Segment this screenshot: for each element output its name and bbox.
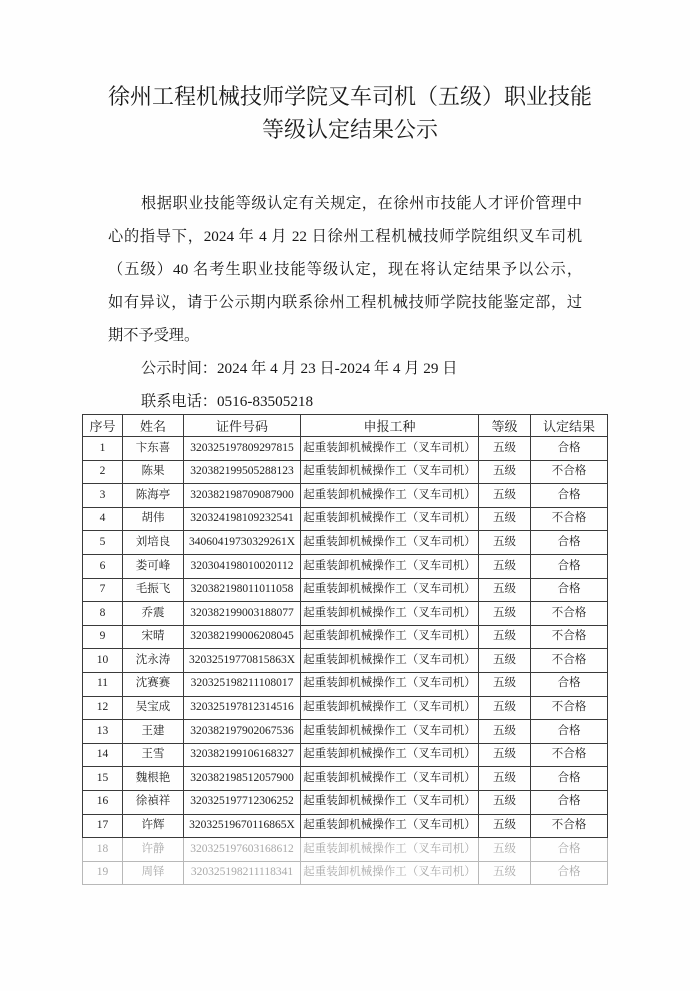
cell-name: 王雪: [123, 743, 184, 767]
cell-level: 五级: [479, 672, 531, 696]
header-level: 等级: [479, 415, 531, 437]
cell-job: 起重装卸机械操作工（叉车司机）: [301, 743, 479, 767]
cell-id-number: 320382199505288123: [184, 460, 301, 484]
results-table: [82, 414, 608, 885]
cell-result: 合格: [531, 484, 608, 508]
cell-name: 娄可峰: [123, 554, 184, 578]
cell-name: 徐禎祥: [123, 790, 184, 814]
cell-level: 五级: [479, 861, 531, 885]
cell-id-number: 320325197603168612: [184, 838, 301, 862]
cell-job: 起重装卸机械操作工（叉车司机）: [301, 460, 479, 484]
table-row: [83, 861, 608, 885]
paragraph-line-4: 如有异议，请于公示期内联系徐州工程机械技师学院技能鉴定部，过: [108, 294, 582, 311]
cell-result: 合格: [531, 554, 608, 578]
cell-name: 沈赛赛: [123, 672, 184, 696]
cell-result: 不合格: [531, 743, 608, 767]
cell-level: 五级: [479, 720, 531, 744]
cell-name: 沈永涛: [123, 649, 184, 673]
cell-result: 合格: [531, 767, 608, 791]
cell-result: 不合格: [531, 649, 608, 673]
cell-result: 不合格: [531, 460, 608, 484]
cell-id-number: 320325197712306252: [184, 790, 301, 814]
table-row: [83, 625, 608, 649]
cell-result: 不合格: [531, 507, 608, 531]
cell-level: 五级: [479, 814, 531, 838]
table-row: [83, 672, 608, 696]
cell-level: 五级: [479, 767, 531, 791]
cell-name: 刘培良: [123, 531, 184, 555]
table-row: [83, 649, 608, 673]
title-line-2: 等级认定结果公示: [261, 117, 438, 142]
header-name: 姓名: [123, 415, 184, 437]
table-row: [83, 814, 608, 838]
cell-no: 3: [83, 484, 123, 508]
cell-no: 15: [83, 767, 123, 791]
table-row: [83, 460, 608, 484]
contact-phone: 联系电话：0516-83505218: [141, 393, 314, 410]
cell-no: 14: [83, 743, 123, 767]
cell-level: 五级: [479, 696, 531, 720]
notice-period: 公示时间：2024 年 4 月 23 日-2024 年 4 月 29 日: [141, 360, 458, 377]
paragraph-line-5: 期不予受理。: [108, 327, 200, 344]
cell-job: 起重装卸机械操作工（叉车司机）: [301, 437, 479, 461]
cell-level: 五级: [479, 484, 531, 508]
cell-result: 合格: [531, 790, 608, 814]
header-id-number: 证件号码: [184, 415, 301, 437]
cell-job: 起重装卸机械操作工（叉车司机）: [301, 861, 479, 885]
cell-job: 起重装卸机械操作工（叉车司机）: [301, 838, 479, 862]
cell-result: 合格: [531, 531, 608, 555]
cell-name: 周铎: [123, 861, 184, 885]
cell-name: 乔震: [123, 602, 184, 626]
cell-level: 五级: [479, 602, 531, 626]
cell-no: 10: [83, 649, 123, 673]
cell-id-number: 320382197902067536: [184, 720, 301, 744]
cell-job: 起重装卸机械操作工（叉车司机）: [301, 649, 479, 673]
announcement-paragraph: [108, 187, 582, 352]
cell-job: 起重装卸机械操作工（叉车司机）: [301, 554, 479, 578]
cell-level: 五级: [479, 578, 531, 602]
table-body: [83, 437, 608, 885]
table-row: [83, 437, 608, 461]
cell-id-number: 320382199003188077: [184, 602, 301, 626]
cell-no: 7: [83, 578, 123, 602]
cell-level: 五级: [479, 554, 531, 578]
header-no: 序号: [83, 415, 123, 437]
cell-level: 五级: [479, 460, 531, 484]
cell-job: 起重装卸机械操作工（叉车司机）: [301, 625, 479, 649]
header-result: 认定结果: [531, 415, 608, 437]
cell-name: 许辉: [123, 814, 184, 838]
cell-name: 卞东喜: [123, 437, 184, 461]
cell-id-number: 320324198109232541: [184, 507, 301, 531]
cell-no: 8: [83, 602, 123, 626]
table-row: [83, 578, 608, 602]
cell-name: 吴宝成: [123, 696, 184, 720]
cell-no: 11: [83, 672, 123, 696]
cell-job: 起重装卸机械操作工（叉车司机）: [301, 790, 479, 814]
paragraph-line-2: 心的指导下，2024 年 4 月 22 日徐州工程机械技师学院组织叉车司机: [108, 228, 582, 245]
cell-name: 王建: [123, 720, 184, 744]
title-line-1: 徐州工程机械技师学院叉车司机（五级）职业技能: [107, 84, 592, 109]
paragraph-line-3: （五级）40 名考生职业技能等级认定，现在将认定结果予以公示，: [108, 261, 582, 278]
table-row: [83, 720, 608, 744]
cell-no: 9: [83, 625, 123, 649]
cell-id-number: 320325198211108017: [184, 672, 301, 696]
cell-no: 1: [83, 437, 123, 461]
paragraph-line-1: 根据职业技能等级认定有关规定，在徐州市技能人才评价管理中: [141, 195, 582, 212]
cell-job: 起重装卸机械操作工（叉车司机）: [301, 484, 479, 508]
cell-id-number: 320382198709087900: [184, 484, 301, 508]
cell-result: 合格: [531, 437, 608, 461]
cell-level: 五级: [479, 649, 531, 673]
cell-name: 胡伟: [123, 507, 184, 531]
cell-no: 18: [83, 838, 123, 862]
cell-job: 起重装卸机械操作工（叉车司机）: [301, 578, 479, 602]
header-job: 申报工种: [301, 415, 479, 437]
cell-result: 不合格: [531, 625, 608, 649]
table-row: [83, 602, 608, 626]
cell-job: 起重装卸机械操作工（叉车司机）: [301, 602, 479, 626]
table-row: [83, 838, 608, 862]
cell-level: 五级: [479, 838, 531, 862]
cell-job: 起重装卸机械操作工（叉车司机）: [301, 507, 479, 531]
cell-name: 毛振飞: [123, 578, 184, 602]
cell-level: 五级: [479, 531, 531, 555]
table-row: [83, 484, 608, 508]
cell-level: 五级: [479, 507, 531, 531]
cell-id-number: 32032519770815863X: [184, 649, 301, 673]
table-row: [83, 790, 608, 814]
cell-result: 合格: [531, 838, 608, 862]
cell-job: 起重装卸机械操作工（叉车司机）: [301, 767, 479, 791]
cell-level: 五级: [479, 437, 531, 461]
cell-result: 合格: [531, 672, 608, 696]
table-row: [83, 767, 608, 791]
cell-job: 起重装卸机械操作工（叉车司机）: [301, 672, 479, 696]
cell-no: 17: [83, 814, 123, 838]
cell-job: 起重装卸机械操作工（叉车司机）: [301, 814, 479, 838]
cell-id-number: 32032519670116865X: [184, 814, 301, 838]
cell-id-number: 320382198011011058: [184, 578, 301, 602]
cell-name: 陈海亭: [123, 484, 184, 508]
cell-no: 5: [83, 531, 123, 555]
cell-name: 陈果: [123, 460, 184, 484]
cell-result: 合格: [531, 720, 608, 744]
cell-no: 4: [83, 507, 123, 531]
cell-name: 许静: [123, 838, 184, 862]
table-header: [83, 415, 608, 437]
table-row: [83, 507, 608, 531]
table-row: [83, 743, 608, 767]
cell-id-number: 320325198211118341: [184, 861, 301, 885]
cell-id-number: 34060419730329261X: [184, 531, 301, 555]
cell-level: 五级: [479, 790, 531, 814]
cell-level: 五级: [479, 625, 531, 649]
cell-job: 起重装卸机械操作工（叉车司机）: [301, 720, 479, 744]
cell-id-number: 320382199006208045: [184, 625, 301, 649]
cell-result: 合格: [531, 861, 608, 885]
header-row: [83, 415, 608, 437]
cell-name: 宋晴: [123, 625, 184, 649]
table-row: [83, 531, 608, 555]
cell-id-number: 320382198512057900: [184, 767, 301, 791]
cell-job: 起重装卸机械操作工（叉车司机）: [301, 696, 479, 720]
cell-no: 12: [83, 696, 123, 720]
table-row: [83, 696, 608, 720]
cell-no: 13: [83, 720, 123, 744]
cell-id-number: 320325197812314516: [184, 696, 301, 720]
cell-no: 19: [83, 861, 123, 885]
cell-id-number: 320382199106168327: [184, 743, 301, 767]
cell-result: 不合格: [531, 814, 608, 838]
cell-job: 起重装卸机械操作工（叉车司机）: [301, 531, 479, 555]
cell-id-number: 320325197809297815: [184, 437, 301, 461]
cell-no: 6: [83, 554, 123, 578]
cell-no: 16: [83, 790, 123, 814]
table-row: [83, 554, 608, 578]
cell-result: 不合格: [531, 696, 608, 720]
cell-no: 2: [83, 460, 123, 484]
cell-result: 合格: [531, 578, 608, 602]
cell-id-number: 320304198010020112: [184, 554, 301, 578]
cell-result: 不合格: [531, 602, 608, 626]
cell-level: 五级: [479, 743, 531, 767]
cell-name: 魏根艳: [123, 767, 184, 791]
